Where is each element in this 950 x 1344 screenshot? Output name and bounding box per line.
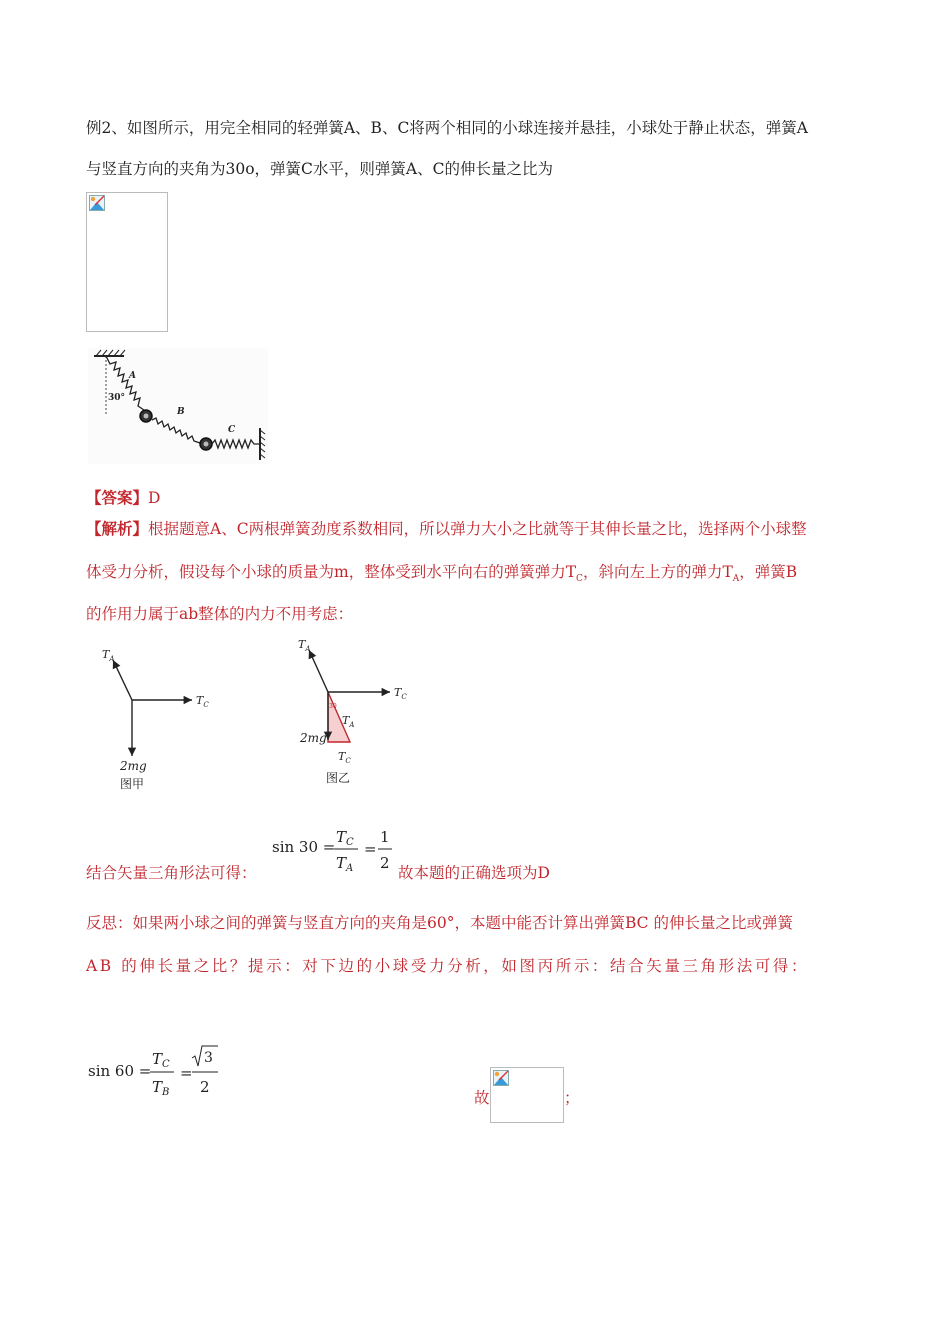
spring-label-c: C [228, 425, 236, 435]
question-line-1: 例2、如图所示，用完全相同的轻弹簧A、B、C将两个相同的小球连接并悬挂，小球处于静止状态，弹簧A [86, 119, 809, 137]
force-diagram-2 [292, 632, 422, 792]
answer-line [86, 488, 160, 508]
svg-text:3: 3 [204, 1050, 213, 1066]
svg-text:sin 60 =: sin 60 = [88, 1062, 152, 1080]
svg-text:1: 1 [380, 828, 390, 846]
reflection-line-1: 反思：如果两小球之间的弹簧与竖直方向的夹角是60°，本题中能否计算出弹簧BC 的伸长量之比或弹簧 [86, 914, 793, 932]
broken-image-placeholder [86, 192, 168, 332]
analysis-line-1 [86, 519, 807, 539]
svg-text:TA: $T_A$ [342, 714, 355, 729]
caption-jia: 图甲 [120, 777, 145, 791]
formula-sin60 [86, 1042, 226, 1102]
broken-image-icon [89, 195, 105, 211]
analysis-label: 【解析】 [86, 519, 149, 538]
angle-label: 30° [108, 393, 126, 403]
ta-subscript: A [732, 574, 740, 585]
tail-suffix: ； [564, 1089, 580, 1107]
svg-text:2: 2 [200, 1078, 210, 1096]
svg-text:sin 30 =: sin 30 = [272, 838, 336, 856]
answer-value: D [148, 489, 161, 507]
spring-label-b: B [177, 407, 185, 417]
analysis-text-2a: 体受力分析，假设每个小球的质量为m，整体受到水平向右的弹簧弹力T [86, 563, 577, 581]
svg-text:TC: $T_C$ [152, 1050, 170, 1070]
svg-text:TA: $T_A$ [102, 648, 115, 663]
svg-text:TC: $T_C$ [338, 750, 351, 765]
svg-text:TA: $T_A$ [298, 638, 311, 653]
caption-yi: 图乙 [326, 771, 351, 785]
analysis-line-2 [86, 562, 797, 589]
svg-text:=: = [364, 840, 377, 858]
weight-label: 2mg [120, 759, 147, 773]
svg-text:TA: $T_A$ [336, 854, 354, 874]
tail-prefix: 故 [474, 1089, 490, 1107]
svg-text:2: 2 [380, 854, 390, 872]
analysis-text-1: 根据题意A、C两根弹簧劲度系数相同，所以弹力大小之比就等于其伸长量之比，选择两个小球整 [148, 520, 807, 538]
svg-text:TB: $T_B$ [152, 1078, 170, 1098]
weight-label: 2mg [300, 731, 327, 745]
formula-sin30 [270, 822, 396, 878]
svg-text:TC: $T_C$ [336, 828, 354, 848]
analysis-line-3: 的作用力属于ab整体的内力不用考虑： [86, 605, 354, 623]
broken-image-icon [493, 1070, 509, 1086]
reflection-line-2: AB 的伸长量之比？提示：对下边的小球受力分析，如图丙所示：结合矢量三角形法可得： [86, 957, 810, 975]
svg-text:TC: $T_C$ [196, 694, 209, 709]
conclusion-prefix: 结合矢量三角形法可得： [86, 864, 257, 882]
spring-system-figure [88, 348, 268, 464]
analysis-text-2b: ，斜向左上方的弹力T [582, 563, 733, 581]
broken-image-placeholder-2 [490, 1067, 564, 1123]
angle-30: 30 [329, 703, 337, 710]
tc-subscript: C [576, 574, 583, 585]
answer-label: 【答案】 [86, 488, 149, 507]
svg-text:=: = [180, 1064, 193, 1082]
question-line-2: 与竖直方向的夹角为30o，弹簧C水平，则弹簧A、C的伸长量之比为 [86, 160, 553, 178]
conclusion-suffix: 故本题的正确选项为D [398, 864, 550, 882]
svg-text:TC: $T_C$ [394, 686, 407, 701]
spring-label-a: A [129, 371, 136, 381]
ta-arrow [309, 650, 328, 692]
force-diagram-1 [96, 638, 226, 798]
ta-arrow [113, 660, 132, 700]
analysis-text-2c: ，弹簧B [739, 563, 798, 581]
